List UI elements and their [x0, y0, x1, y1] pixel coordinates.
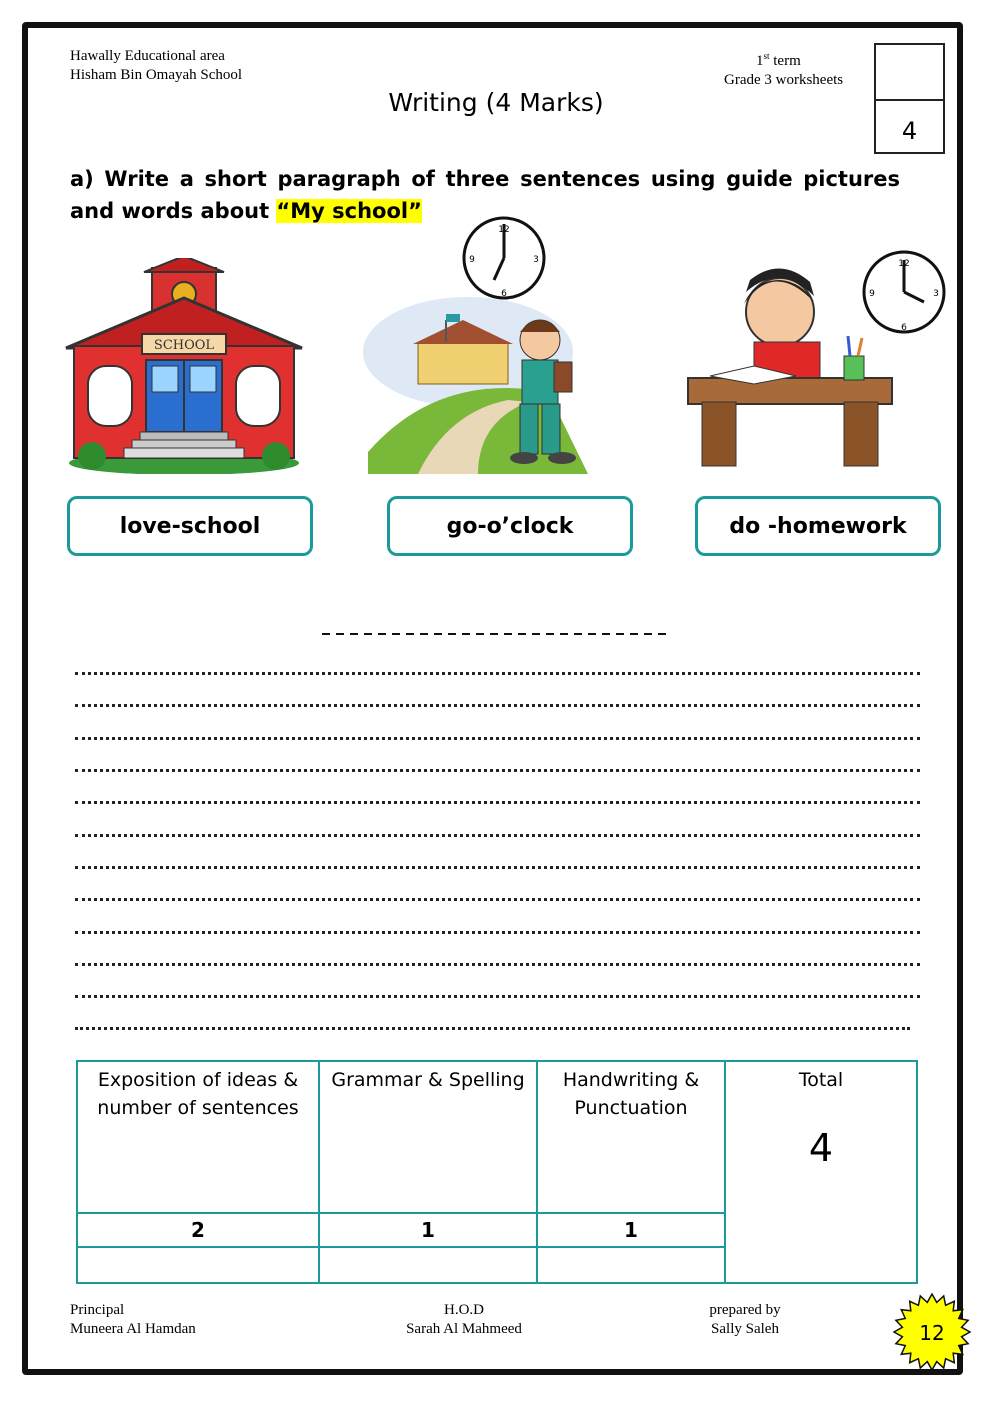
- header-right: [724, 47, 843, 90]
- writing-line-2[interactable]: [75, 704, 920, 707]
- svg-text:9: 9: [469, 255, 475, 265]
- score-value: 4: [901, 117, 918, 145]
- svg-text:3: 3: [933, 289, 939, 299]
- rubric-header-total: Total: [798, 1069, 844, 1091]
- school-building-image: [64, 258, 304, 474]
- footer-prepared: [700, 1301, 790, 1339]
- guide-word-3: do -homework: [729, 513, 907, 539]
- writing-line-7[interactable]: [75, 866, 920, 869]
- guide-word-2: go-o’clock: [446, 513, 574, 539]
- rubric-total-cell: [725, 1061, 917, 1283]
- writing-line-12[interactable]: [75, 1027, 910, 1030]
- rubric-mark-grammar: 1: [319, 1213, 537, 1247]
- svg-text:SCHOOL: SCHOOL: [153, 338, 215, 353]
- rubric-mark-handwriting: 1: [537, 1213, 725, 1247]
- writing-line-3[interactable]: [75, 737, 920, 740]
- svg-text:3: 3: [533, 255, 539, 265]
- guide-word-box-1: [67, 496, 313, 556]
- topic-highlight: “My school”: [276, 199, 422, 223]
- writing-line-10[interactable]: [75, 963, 920, 966]
- header-left: [70, 47, 242, 85]
- svg-text:9: 9: [869, 289, 875, 299]
- footer-principal: [70, 1301, 196, 1339]
- rubric-header-exposition: Exposition of ideas & number of sentences: [77, 1061, 319, 1213]
- term-label: 1st term: [756, 51, 801, 69]
- writing-line-11[interactable]: [75, 995, 920, 998]
- page-title: Writing (4 Marks): [388, 88, 604, 117]
- rubric-table: [76, 1060, 918, 1284]
- principal-name: Muneera Al Hamdan: [70, 1321, 196, 1337]
- guide-word-box-2: [387, 496, 633, 556]
- rubric-score-handwriting[interactable]: [537, 1247, 725, 1283]
- writing-line-6[interactable]: [75, 834, 920, 837]
- prepared-role: prepared by: [709, 1302, 781, 1318]
- school-name: Hisham Bin Omayah School: [70, 67, 243, 83]
- rubric-header-grammar: Grammar & Spelling: [319, 1061, 537, 1213]
- clock-four-icon: [856, 248, 952, 336]
- svg-text:6: 6: [501, 289, 507, 299]
- boy-walking-to-school-image: [358, 282, 598, 474]
- grade-label: Grade 3 worksheets: [724, 72, 844, 88]
- guide-word-box-3: [695, 496, 941, 556]
- footer-hod: [398, 1301, 530, 1339]
- writing-line-9[interactable]: [75, 931, 920, 934]
- paragraph-title-line[interactable]: [320, 620, 680, 640]
- hod-role: H.O.D: [444, 1302, 484, 1318]
- svg-text:12: 12: [498, 225, 510, 235]
- writing-line-8[interactable]: [75, 898, 920, 901]
- svg-text:12: 12: [898, 259, 910, 269]
- guide-word-1: love-school: [119, 513, 261, 539]
- page-number: 12: [919, 1321, 945, 1345]
- page-number-badge: [892, 1292, 972, 1372]
- prepared-name: Sally Saleh: [711, 1321, 779, 1337]
- rubric-mark-exposition: 2: [77, 1213, 319, 1247]
- rubric-score-grammar[interactable]: [319, 1247, 537, 1283]
- rubric-total-value: 4: [808, 1126, 834, 1170]
- principal-role: Principal: [70, 1302, 125, 1318]
- rubric-score-exposition[interactable]: [77, 1247, 319, 1283]
- instruction-text: a) Write a short paragraph of three sentences using guide pictures and words about “My school”: [70, 167, 900, 223]
- writing-line-4[interactable]: [75, 769, 920, 772]
- writing-line-1[interactable]: [75, 672, 920, 675]
- hod-name: Sarah Al Mahmeed: [406, 1321, 522, 1337]
- writing-line-5[interactable]: [75, 801, 920, 804]
- area-name: Hawally Educational area: [70, 48, 225, 64]
- svg-text:6: 6: [901, 323, 907, 333]
- rubric-header-handwriting: Handwriting & Punctuation: [537, 1061, 725, 1213]
